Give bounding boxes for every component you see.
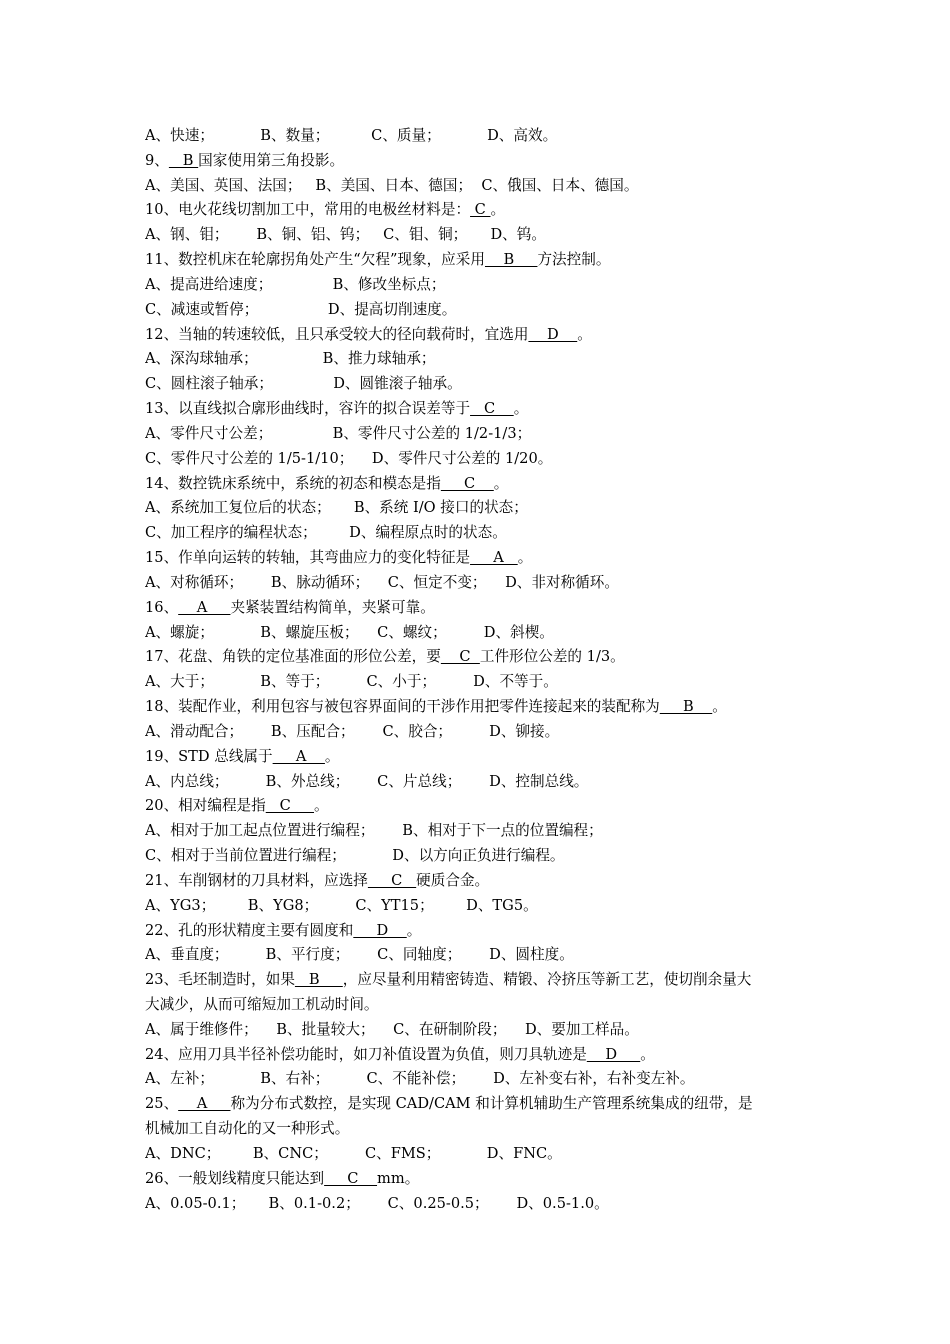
text-line [145,943,815,968]
line-text: 9、 [145,151,169,169]
line-text: A、YG3； B、YG8； C、YT15； D、TG5。 [145,896,538,914]
line-text: 。 [577,325,592,343]
text-line [145,1067,815,1092]
line-text: 。 [406,921,422,939]
question-list [145,124,815,1216]
text-line [145,223,815,248]
text-line [145,670,815,695]
answer-blank: B [294,971,343,989]
line-text: 11、数控机床在轮廓拐角处产生“欠程”现象，应采用 [145,251,485,269]
text-line [145,1092,815,1117]
text-line [145,198,815,223]
line-text: C、减速或暂停； D、提高切削速度。 [145,300,457,318]
line-text: 14、数控铣床系统中，系统的初态和模态是指 [145,474,441,492]
line-text: A、系统加工复位后的状态； B、系统 I/O 接口的状态； [145,499,528,517]
line-text: 国家使用第三角投影。 [198,151,345,169]
text-line [145,546,815,571]
answer-blank: B [168,151,199,169]
text-line [145,770,815,795]
text-line [145,993,815,1018]
line-text: A、内总线； B、外总线； C、片总线； D、控制总线。 [145,772,589,790]
text-line [145,1018,815,1043]
text-line [145,869,815,894]
line-text: A、美国、英国、法国； B、美国、日本、德国； C、俄国、日本、德国。 [145,176,639,194]
answer-blank: C [440,648,480,666]
text-line [145,621,815,646]
text-line [145,472,815,497]
answer-blank: A [272,747,325,765]
text-line [145,1142,815,1167]
line-text: 22、孔的形状精度主要有圆度和 [145,921,354,939]
line-text: 26、一般划线精度只能达到 [145,1169,325,1187]
answer-blank: C [265,797,315,815]
answer-blank: C [470,400,514,418]
line-text: A、属于维修件； B、批量较大； C、在研制阶段； D、要加工样品。 [145,1020,639,1038]
line-text: A、提高进给速度； B、修改坐标点； [145,275,446,293]
answer-blank: A [178,598,231,616]
text-line [145,273,815,298]
line-text: 大减少，从而可缩短加工机动时间。 [145,995,379,1013]
line-text: A、深沟球轴承； B、推力球轴承； [145,350,436,368]
line-text: 16、 [145,598,179,616]
line-text: 18、装配作业，利用包容与被包容界面间的干涉作用把零件连接起来的装配称为 [145,698,660,716]
line-text: A、快速； B、数量； C、质量； D、高效。 [145,127,558,144]
text-line [145,248,815,273]
text-line [145,372,815,397]
answer-blank: C [367,871,417,889]
text-line [145,1117,815,1142]
answer-blank: B [484,251,538,269]
text-line [145,571,815,596]
answer-blank: C [470,201,491,219]
line-text: A、垂直度； B、平行度； C、同轴度； D、圆柱度。 [145,946,574,964]
line-text: 。 [513,400,529,418]
text-line [145,844,815,869]
line-text: 23、毛坯制造时，如果 [145,971,295,989]
line-text: 。 [493,474,509,492]
line-text: 20、相对编程是指 [145,797,266,815]
answer-blank: D [586,1045,641,1063]
answer-blank: C [324,1169,378,1187]
text-line [145,174,815,199]
line-text: 。 [314,797,329,815]
text-line [145,347,815,372]
answer-blank: C [440,474,494,492]
answer-blank: A [178,1095,231,1113]
answer-blank: D [353,921,407,939]
line-text: A、钢、钼； B、铜、铝、钨； C、钼、铜； D、钨。 [145,226,546,244]
line-text: 15、作单向运转的转轴，其弯曲应力的变化特征是 [145,549,471,567]
line-text: 。 [324,747,340,765]
line-text: A、零件尺寸公差； B、零件尺寸公差的 1/2-1/3； [145,424,532,442]
line-text: A、大于； B、等于； C、小于； D、不等于。 [145,673,558,691]
line-text: 17、花盘、角铁的定位基准面的形位公差，要 [145,648,441,666]
text-line [145,819,815,844]
text-line [145,496,815,521]
text-line [145,596,815,621]
text-line [145,645,815,670]
answer-blank: A [470,549,518,567]
text-line [145,919,815,944]
text-line [145,794,815,819]
line-text: A、对称循环； B、脉动循环； C、恒定不变； D、非对称循环。 [145,573,619,591]
line-text: 机械加工自动化的又一种形式。 [145,1120,350,1138]
text-line [145,968,815,993]
line-text: C、圆柱滚子轴承； D、圆锥滚子轴承。 [145,375,462,393]
text-line [145,1167,815,1192]
line-text: A、左补； B、右补； C、不能补偿； D、左补变右补，右补变左补。 [145,1070,695,1088]
text-line [145,397,815,422]
line-text: 19、STD 总线属于 [145,747,273,765]
text-line [145,1192,815,1217]
line-text: 夹紧装置结构简单，夹紧可靠。 [230,598,435,616]
text-line [145,720,815,745]
text-line [145,695,815,720]
line-text: 10、电火花线切割加工中，常用的电极丝材料是： [145,201,471,219]
line-text: C、相对于当前位置进行编程； D、以方向正负进行编程。 [145,847,565,865]
line-text: 25、 [145,1095,179,1113]
line-text: 。 [490,201,506,219]
line-text: A、滑动配合； B、压配合； C、胶合； D、铆接。 [145,722,560,740]
text-line [145,323,815,348]
line-text: 24、应用刀具半径补偿功能时，如刀补值设置为负值，则刀具轨迹是 [145,1045,587,1063]
line-text: 工件形位公差的 1/3。 [479,648,625,666]
line-text: ，应尽量利用精密铸造、精锻、冷挤压等新工艺，使切削余量大 [342,971,752,989]
line-text: A、0.05-0.1； B、0.1-0.2； C、0.25-0.5； D、0.5-1.0。 [145,1194,609,1212]
answer-blank: D [528,325,578,343]
line-text: 。 [517,549,533,567]
line-text: A、螺旋； B、螺旋压板； C、螺纹； D、斜楔。 [145,623,554,641]
line-text: A、DNC； B、CNC； C、FMS； D、FNC。 [145,1144,562,1162]
line-text: 13、以直线拟合廓形曲线时，容许的拟合误差等于 [145,400,471,418]
line-text: A、相对于加工起点位置进行编程； B、相对于下一点的位置编程； [145,822,603,840]
text-line [145,1043,815,1068]
line-text: 。 [712,698,727,716]
line-text: 方法控制。 [537,251,611,269]
text-line [145,422,815,447]
line-text: C、零件尺寸公差的 1/5-1/10； D、零件尺寸公差的 1/20。 [145,449,553,467]
answer-blank: B [659,698,713,716]
line-text: 。 [640,1045,655,1063]
text-line [145,124,815,149]
text-line [145,745,815,770]
line-text: 12、当轴的转速较低，且只承受较大的径向载荷时，宜选用 [145,325,529,343]
line-text: 称为分布式数控，是实现 CAD/CAM 和计算机辅助生产管理系统集成的纽带，是 [230,1095,753,1113]
line-text: mm。 [377,1169,420,1187]
line-text: 21、车削钢材的刀具材料，应选择 [145,871,368,889]
text-line [145,149,815,174]
line-text: 硬质合金。 [416,871,490,889]
text-line [145,521,815,546]
line-text: C、加工程序的编程状态； D、编程原点时的状态。 [145,524,507,542]
text-line [145,894,815,919]
text-line [145,298,815,323]
text-line [145,447,815,472]
